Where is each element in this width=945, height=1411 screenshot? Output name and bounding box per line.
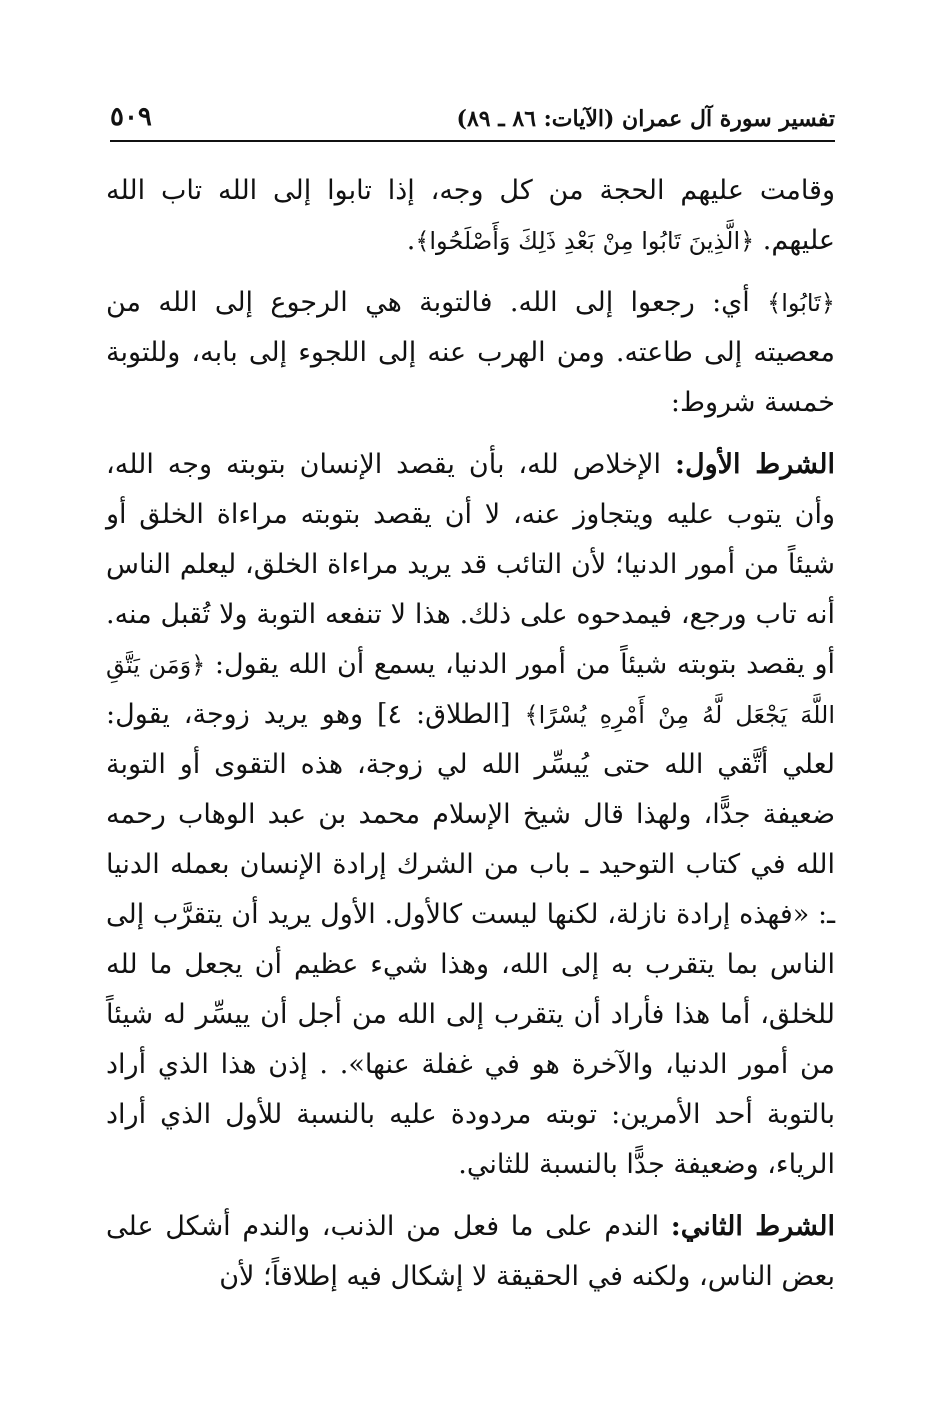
paragraph-1 bbox=[106, 166, 835, 266]
paragraph-3-text-b: [الطلاق: ٤] وهو يريد زوجة، يقول: لعلي أتَّقي الله حتى يُيسِّر الله لي زوجة، هذه التقوى أو التوبة ضعيفة جدًّا، ولهذا قال شيخ الإسلام محمد بن عبد الوهاب رحمه الله في كتاب التوحيد ـ باب من الشرك إرادة الإنسان بعمله الدنيا ـ: «فهذه إرادة نازلة، لكنها ليست كالأول. الأول يريد أن يتقرَّب إلى الناس بما يتقرب به إلى الله، وهذا شيء عظيم أن يجعل ما لله للخلق، أما هذا فأراد أن يتقرب إلى الله من أجل أن ييسِّر له شيئاً من أمور الدنيا، والآخرة هو في غفلة عنها». . إذن هذا الذي أراد بالتوبة أحد الأمرين: توبته مردودة عليه بالنسبة للأول الذي أراد الرياء، وضعيفة جدًّا بالنسبة للثاني. bbox=[106, 699, 835, 1180]
running-header bbox=[110, 92, 835, 132]
body-text bbox=[106, 166, 835, 1314]
header-rule bbox=[110, 140, 835, 142]
paragraph-3-text-a: الإخلاص لله، بأن يقصد الإنسان بتوبته وجه الله، وأن يتوب عليه ويتجاوز عنه، لا أن يقصد بتوبته مراءاة الخلق أو شيئاً من أمور الدنيا؛ لأن التائب قد يريد مراءاة الخلق، ليعلم الناس أنه تاب ورجع، فيمدحوه على ذلك. هذا لا تنفعه التوبة ولا تُقبل منه. أو يقصد بتوبته شيئاً من أمور الدنيا، يسمع أن الله يقول: bbox=[106, 449, 835, 680]
page-number: ٥٠٩ bbox=[110, 102, 152, 132]
paragraph-2 bbox=[106, 278, 835, 428]
paragraph-1-text-b: . bbox=[406, 225, 416, 256]
condition-1-title: الشرط الأول: bbox=[675, 449, 835, 480]
paragraph-2-text: أي: رجعوا إلى الله. فالتوبة هي الرجوع إلى الله من معصيته إلى طاعته. ومن الهرب عنه إلى اللجوء إلى بابه، وللتوبة خمسة شروط: bbox=[106, 287, 835, 418]
paragraph-3 bbox=[106, 440, 835, 1190]
quran-verse: ﴿الَّذِينَ تَابُوا مِنْ بَعْدِ ذَلِكَ وَأَصْلَحُوا﴾ bbox=[415, 227, 755, 255]
header-title: تفسير سورة آل عمران (الآيات: ٨٦ ـ ٨٩) bbox=[456, 106, 835, 132]
quran-verse: ﴿وَمَن يَتَّقِ اللَّهَ يَجْعَل لَّهُ مِنْ أَمْرِهِ يُسْرًا﴾ bbox=[106, 651, 836, 729]
quran-verse: ﴿تَابُوا﴾ bbox=[767, 289, 835, 317]
paragraph-4-text: الندم على ما فعل من الذنب، والندم أشكل على بعض الناس، ولكنه في الحقيقة لا إشكال فيه إطلاقاً؛ لأن bbox=[106, 1211, 835, 1292]
paragraph-4 bbox=[106, 1202, 835, 1302]
paragraph-1-text-a: وقامت عليهم الحجة من كل وجه، إذا تابوا إلى الله تاب الله عليهم. bbox=[106, 175, 835, 256]
condition-2-title: الشرط الثاني: bbox=[670, 1211, 835, 1242]
